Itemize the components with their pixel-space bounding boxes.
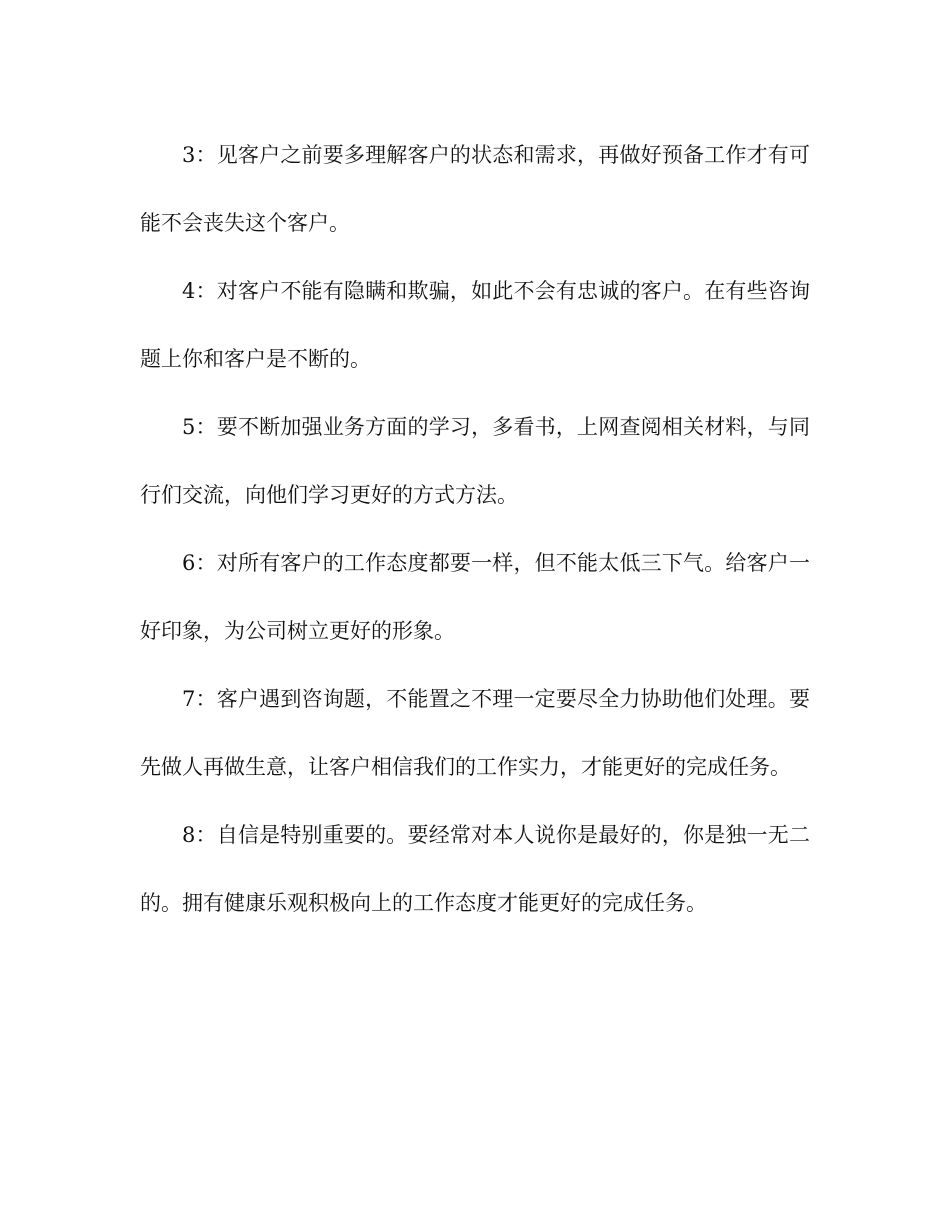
paragraph-8: 8：自信是特别重要的。要经常对本人说你是最好的，你是独一无二的。拥有健康乐观积极向上的工作态度才能更好的完成任务。: [140, 823, 810, 915]
paragraph-6: 6：对所有客户的工作态度都要一样，但不能太低三下气。给客户一好印象，为公司树立更好的形象。: [140, 551, 810, 643]
paragraph-5: 5：要不断加强业务方面的学习，多看书，上网查阅相关材料，与同行们交流，向他们学习更好的方式方法。: [140, 415, 810, 507]
paragraph-4: 4：对客户不能有隐瞒和欺骗，如此不会有忠诚的客户。在有些咨询题上你和客户是不断的。: [140, 279, 810, 371]
paragraph-7: 7：客户遇到咨询题，不能置之不理一定要尽全力协助他们处理。要先做人再做生意，让客户相信我们的工作实力，才能更好的完成任务。: [140, 687, 810, 779]
paragraph-3: 3：见客户之前要多理解客户的状态和需求，再做好预备工作才有可能不会丧失这个客户。: [140, 143, 810, 235]
document-body: [140, 121, 810, 937]
